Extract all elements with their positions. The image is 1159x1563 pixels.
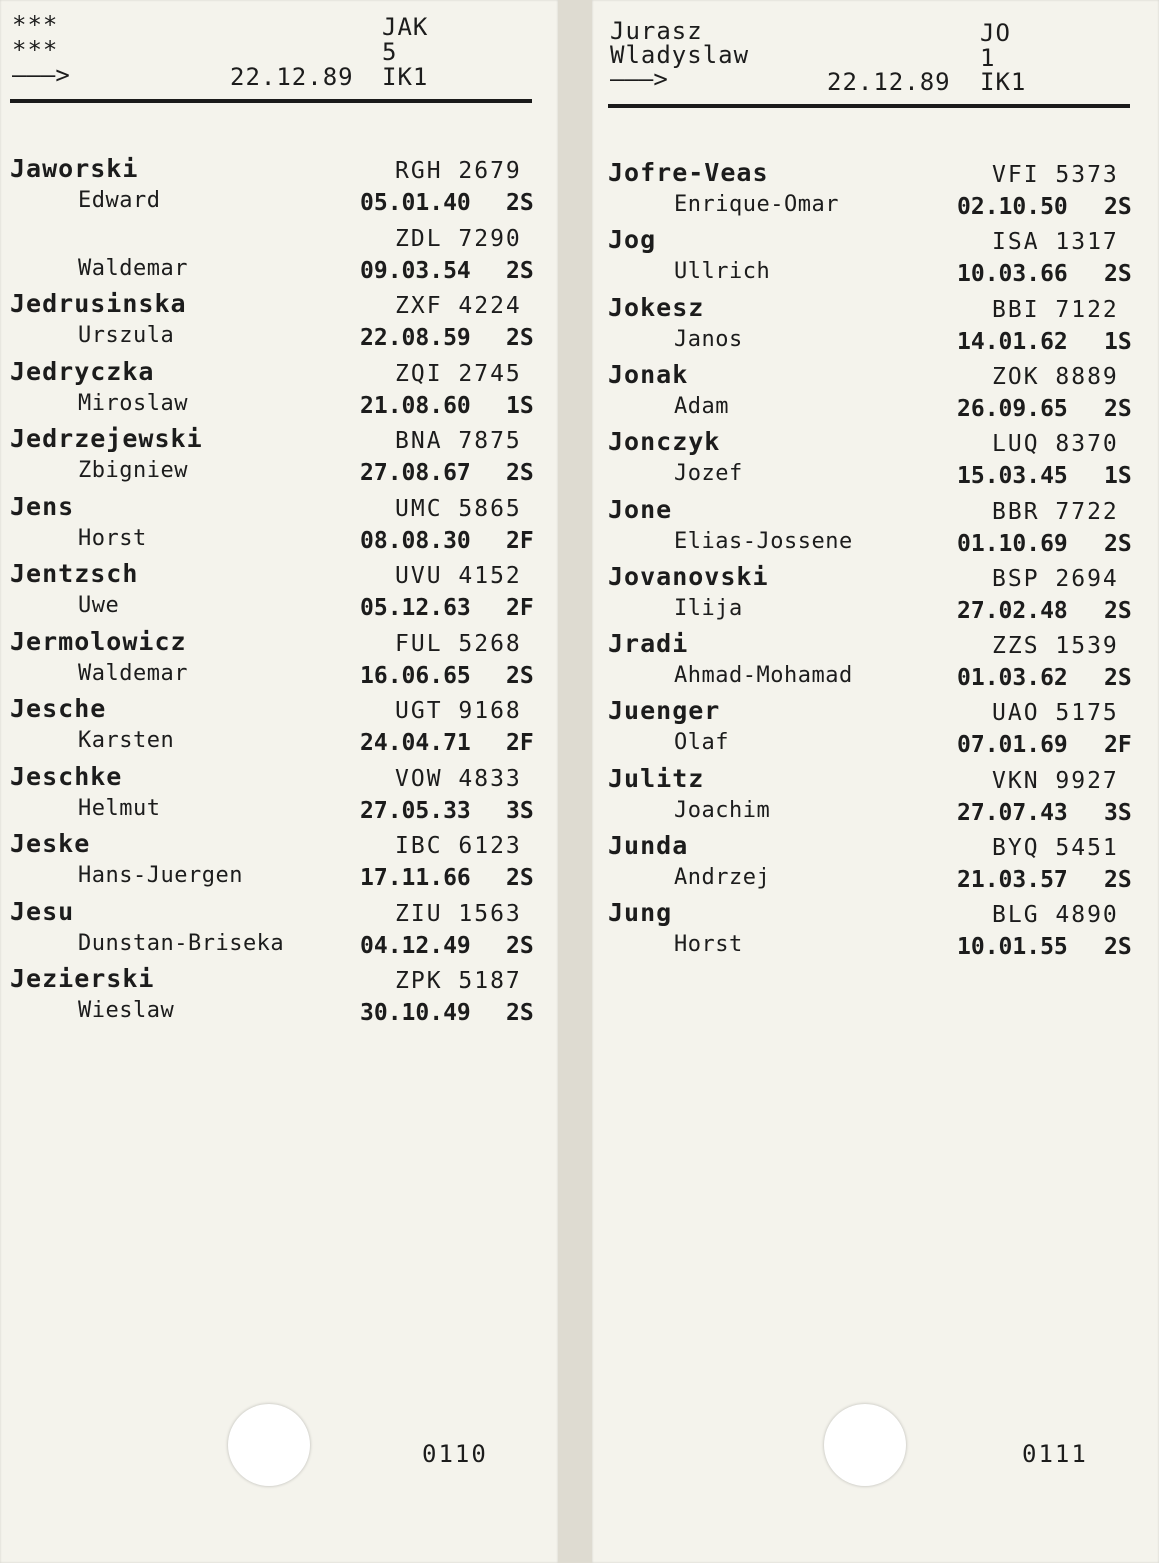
entry-class: 2S <box>1104 867 1132 893</box>
entry-given-name: Enrique-Omar <box>674 192 839 217</box>
entry-code: ZPK 5187 <box>395 968 522 994</box>
entry-class: 2S <box>506 190 534 216</box>
header-rule <box>10 99 532 103</box>
entry-given-name: Ilija <box>674 595 743 621</box>
entry-class: 2F <box>1104 732 1132 759</box>
entry-surname: Jermolowicz <box>10 626 187 656</box>
entry-date: 05.12.63 <box>360 595 471 621</box>
entry-surname: Jeske <box>10 829 91 858</box>
entry-given-name: Adam <box>674 393 729 419</box>
entry-given-name: Janos <box>674 326 743 352</box>
entry-code: BBI 7122 <box>992 296 1119 323</box>
index-card-right <box>592 0 1159 1563</box>
entry-class: 2S <box>506 932 534 959</box>
entry-class: 2S <box>506 257 534 284</box>
entry-surname: Jokesz <box>608 292 705 322</box>
punch-hole <box>824 1404 906 1486</box>
entry-class: 2S <box>1104 597 1132 624</box>
entry-code: VKN 9927 <box>992 767 1119 794</box>
entry-class: 2S <box>1104 261 1132 288</box>
entry-given-name: Waldemar <box>78 255 188 281</box>
header-office: IK1 <box>382 63 429 91</box>
entry-given-name: Miroslaw <box>78 390 188 416</box>
entry-surname: Jesu <box>10 896 75 926</box>
entry-date: 27.07.43 <box>957 799 1068 826</box>
entry-date: 01.03.62 <box>957 665 1068 692</box>
header-left-line-2: Wladyslaw <box>610 41 750 69</box>
entry-date: 05.01.40 <box>360 190 471 216</box>
entry-date: 24.04.71 <box>360 730 471 756</box>
entry-surname: Jovanovski <box>608 561 769 591</box>
entry-code: VOW 4833 <box>395 765 522 792</box>
arrow-icon: ———> <box>610 65 668 93</box>
entry-date: 09.03.54 <box>360 257 471 284</box>
entry-date: 10.03.66 <box>957 261 1068 288</box>
entry-class: 3S <box>1104 799 1132 826</box>
entry-given-name: Horst <box>674 932 743 958</box>
entry-code: BYQ 5451 <box>992 835 1119 861</box>
entry-class: 2S <box>1104 194 1132 220</box>
entry-surname: Jradi <box>608 629 689 659</box>
entry-surname: Jung <box>608 898 673 928</box>
entry-surname: Jofre-Veas <box>608 158 769 187</box>
entry-surname: Jedryczka <box>10 356 155 386</box>
entry-surname: Jog <box>608 225 657 255</box>
entry-code: LUQ 8370 <box>992 431 1119 458</box>
entry-date: 27.05.33 <box>360 797 471 824</box>
card-number: 0110 <box>422 1440 488 1468</box>
entry-given-name: Ahmad-Mohamad <box>674 663 853 689</box>
header-left-line-1: Jurasz <box>610 17 703 45</box>
entry-date: 14.01.62 <box>957 328 1068 355</box>
entry-date: 08.08.30 <box>360 527 471 554</box>
entry-surname: Jesche <box>10 694 107 723</box>
entry-code: ISA 1317 <box>992 229 1119 256</box>
entry-code: IBC 6123 <box>395 833 522 859</box>
entry-date: 02.10.50 <box>957 194 1068 220</box>
entry-given-name: Edward <box>78 188 161 213</box>
entry-given-name: Ullrich <box>674 259 771 285</box>
entry-surname: Jone <box>608 494 673 524</box>
card-number: 0111 <box>1022 1440 1088 1468</box>
entry-code: UMC 5865 <box>395 495 522 522</box>
entry-given-name: Wieslaw <box>78 998 175 1023</box>
entry-given-name: Horst <box>78 525 147 551</box>
entry-given-name: Karsten <box>78 728 175 753</box>
entry-given-name: Elias-Jossene <box>674 528 853 554</box>
entry-code: BSP 2694 <box>992 565 1119 592</box>
index-card-left <box>0 0 558 1563</box>
header-office: IK1 <box>980 68 1027 96</box>
entry-surname: Junda <box>608 831 689 860</box>
entry-date: 27.08.67 <box>360 460 471 486</box>
header-date: 22.12.89 <box>827 68 951 96</box>
entry-code: FUL 5268 <box>395 630 522 657</box>
entry-date: 21.03.57 <box>957 867 1068 893</box>
entry-class: 1S <box>1104 328 1132 355</box>
entry-class: 2F <box>506 527 534 554</box>
entry-surname: Jedrusinska <box>10 289 187 318</box>
entry-given-name: Uwe <box>78 593 120 618</box>
header-left-line-1: *** <box>12 11 59 39</box>
entry-code: BLG 4890 <box>992 902 1119 929</box>
entry-surname: Jentzsch <box>10 559 139 588</box>
entry-code: ZQI 2745 <box>395 360 522 387</box>
entry-date: 27.02.48 <box>957 597 1068 624</box>
entry-code: BNA 7875 <box>395 428 522 454</box>
entry-date: 15.03.45 <box>957 463 1068 490</box>
entry-class: 2S <box>1104 395 1132 422</box>
entry-class: 2S <box>506 460 534 486</box>
entry-class: 2S <box>506 662 534 689</box>
entry-class: 2S <box>1104 530 1132 557</box>
entry-class: 2S <box>506 865 534 891</box>
entry-given-name: Waldemar <box>78 660 188 686</box>
entry-code: ZOK 8889 <box>992 363 1119 390</box>
entry-date: 22.08.59 <box>360 325 471 351</box>
entry-date: 10.01.55 <box>957 934 1068 961</box>
entry-date: 17.11.66 <box>360 865 471 891</box>
entry-class: 1S <box>1104 463 1132 490</box>
entry-surname: Jonczyk <box>608 427 721 457</box>
entry-surname: Jeschke <box>10 761 123 791</box>
header-date: 22.12.89 <box>230 63 354 91</box>
entry-given-name: Olaf <box>674 730 729 756</box>
entry-code: ZXF 4224 <box>395 293 522 319</box>
entry-surname: Jaworski <box>10 154 139 183</box>
header-code: JO <box>980 19 1011 47</box>
entry-code: UVU 4152 <box>395 563 522 589</box>
header-code: JAK <box>382 13 429 41</box>
entry-given-name: Andrzej <box>674 865 771 890</box>
entry-code: ZDL 7290 <box>395 225 522 252</box>
entry-class: 2F <box>506 730 534 756</box>
entry-given-name: Hans-Juergen <box>78 863 243 888</box>
entry-date: 07.01.69 <box>957 732 1068 759</box>
entry-code: UAO 5175 <box>992 700 1119 727</box>
entry-class: 2S <box>506 325 534 351</box>
entry-code: RGH 2679 <box>395 158 522 184</box>
entry-surname: Julitz <box>608 763 705 793</box>
entry-date: 16.06.65 <box>360 662 471 689</box>
punch-hole <box>228 1404 310 1486</box>
entry-surname: Jedrzejewski <box>10 424 203 453</box>
entry-class: 2S <box>506 1000 534 1026</box>
entry-class: 2S <box>1104 934 1132 961</box>
entry-code: BBR 7722 <box>992 498 1119 525</box>
header-left-line-2: *** <box>12 36 59 64</box>
entry-class: 2S <box>1104 665 1132 692</box>
entry-given-name: Urszula <box>78 323 175 348</box>
entry-surname: Jonak <box>608 359 689 389</box>
entry-given-name: Zbigniew <box>78 458 188 483</box>
entry-code: ZZS 1539 <box>992 633 1119 660</box>
entry-surname: Juenger <box>608 696 721 726</box>
header-rule <box>608 104 1130 108</box>
entry-date: 04.12.49 <box>360 932 471 959</box>
entry-class: 3S <box>506 797 534 824</box>
entry-date: 21.08.60 <box>360 392 471 419</box>
entry-surname: Jens <box>10 491 75 521</box>
arrow-icon: ———> <box>12 61 70 89</box>
entry-given-name: Helmut <box>78 795 161 821</box>
entry-code: VFI 5373 <box>992 162 1119 188</box>
entry-date: 01.10.69 <box>957 530 1068 557</box>
entry-code: UGT 9168 <box>395 698 522 724</box>
card-gap <box>558 0 592 1563</box>
entry-given-name: Dunstan-Briseka <box>78 930 285 956</box>
header-number: 1 <box>980 44 996 72</box>
entry-given-name: Jozef <box>674 461 743 487</box>
header-number: 5 <box>382 38 398 66</box>
entry-given-name: Joachim <box>674 797 771 823</box>
entry-surname: Jezierski <box>10 964 155 993</box>
entry-date: 26.09.65 <box>957 395 1068 422</box>
entry-code: ZIU 1563 <box>395 900 522 927</box>
entry-class: 2F <box>506 595 534 621</box>
entry-class: 1S <box>506 392 534 419</box>
entry-date: 30.10.49 <box>360 1000 471 1026</box>
